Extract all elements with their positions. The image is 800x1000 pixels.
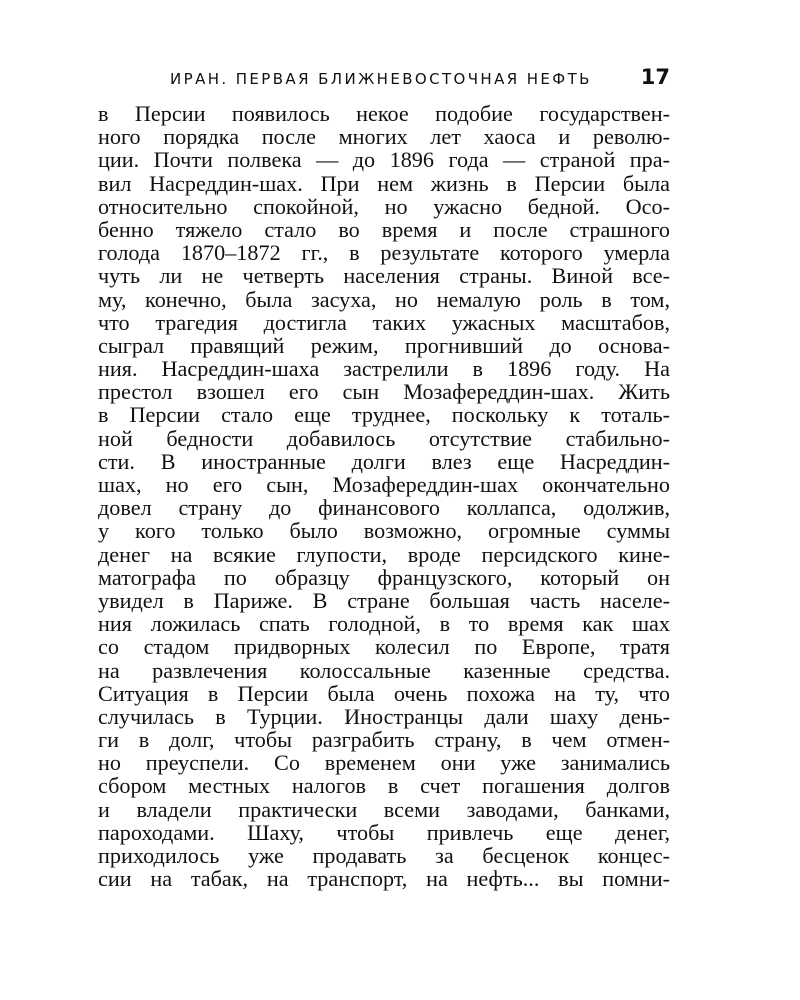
text-line: сии на табак, на транспорт, на нефть... вы помни- — [98, 866, 670, 892]
text-line: сбором местных налогов в счет погашения долгов — [98, 773, 670, 799]
text-line: со стадом придворных колесил по Европе, тратя — [98, 634, 670, 660]
text-line: в Персии появилось некое подобие государствен- — [98, 101, 670, 126]
text-line: ной бедности добавилось отсутствие стабильно- — [98, 425, 670, 451]
page-number: 17 — [640, 65, 670, 89]
text-line: престол взошел его сын Мозафереддин-шах. Жить — [98, 379, 670, 405]
text-line: сти. В иностранные долги влез еще Насреддин- — [98, 448, 670, 474]
text-line: у кого только было возможно, огромные суммы — [98, 518, 670, 544]
text-line: голода 1870–1872 гг., в результате которого умерла — [98, 240, 670, 266]
text-line: приходилось уже продавать за бесценок концес- — [98, 843, 670, 868]
text-line: довел страну до финансового коллапса, одолжив, — [98, 495, 670, 521]
text-line: ги в долг, чтобы разграбить страну, в чем отмен- — [98, 727, 670, 753]
text-line: в Персии стало еще труднее, поскольку к тоталь- — [98, 402, 670, 428]
text-line: ции. Почти полвека — до 1896 года — страной пра- — [98, 147, 670, 173]
chapter-title: ИРАН. ПЕРВАЯ БЛИЖНЕВОСТОЧНАЯ НЕФТЬ — [170, 70, 592, 88]
text-line: но преуспели. Со временем они уже занимались — [98, 750, 670, 776]
text-line: на развлечения колоссальные казенные средства. — [98, 657, 670, 683]
text-line: Ситуация в Персии была очень похожа на ту, что — [98, 680, 670, 706]
text-line: увидел в Париже. В стране большая часть населе- — [98, 587, 670, 613]
text-line: относительно спокойной, но ужасно бедной. Осо- — [98, 193, 670, 219]
text-line: шах, но его сын, Мозафереддин-шах окончательно — [98, 472, 670, 497]
text-line: пароходами. Шаху, чтобы привлечь еще денег, — [98, 819, 670, 845]
text-line: случилась в Турции. Иностранцы дали шаху день- — [98, 703, 670, 729]
text-line: ния. Насреддин-шаха застрелили в 1896 году. На — [98, 356, 670, 382]
text-line: ного порядка после многих лет хаоса и револю- — [98, 124, 670, 150]
text-line: вил Насреддин-шах. При нем жизнь в Персии была — [98, 170, 670, 196]
text-line: денег на всякие глупости, вроде персидского кине- — [98, 541, 670, 567]
running-head — [170, 64, 670, 94]
text-line: матографа по образцу французского, который он — [98, 564, 670, 590]
text-line: му, конечно, была засуха, но немалую роль в том, — [98, 286, 670, 312]
text-line: бенно тяжело стало во время и после страшного — [98, 216, 670, 242]
text-line: чуть ли не четверть населения страны. Виной все- — [98, 263, 670, 289]
text-line: сыграл правящий режим, прогнивший до основа- — [98, 332, 670, 358]
text-line: и владели практически всеми заводами, банками, — [98, 796, 670, 822]
text-line: что трагедия достигла таких ужасных масштабов, — [98, 309, 670, 335]
text-line: ния ложилась спать голодной, в то время как шах — [98, 611, 670, 637]
body-text — [98, 102, 670, 890]
